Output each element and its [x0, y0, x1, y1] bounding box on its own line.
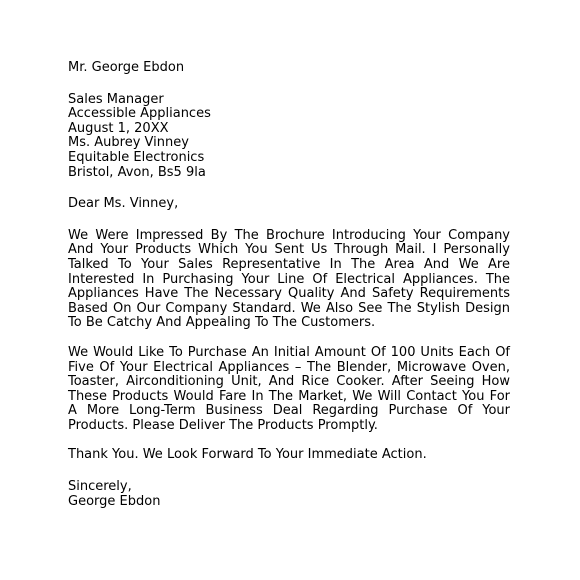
address-line-city: Bristol, Avon, Bs5 9la [68, 164, 206, 180]
address-line-recipient-company: Equitable Electronics [68, 149, 205, 165]
sender-name: Mr. George Ebdon [68, 60, 185, 75]
closing: Sincerely, [68, 479, 132, 495]
body-paragraph-1: We Were Impressed By The Brochure Introducing Your Company And Your Products Which You Sent Us Through Mail. I Personally Talked To Your Sales Representative In The Area And We Are Interested In Purchasing Your Line Of Electrical Appliances. The Appliances Have The Necessary Quality And Safety Requirements Based On Our Company Standard. We Also See The Stylish Design To Be Catchy And Appealing To The Customers. [68, 227, 510, 331]
address-block [68, 93, 512, 181]
address-line-recipient: Ms. Aubrey Vinney [68, 135, 189, 151]
thanks-line: Thank You. We Look Forward To Your Immediate Action. [68, 447, 427, 463]
address-line-date: August 1, 20XX [68, 120, 169, 136]
address-line-company: Accessible Appliances [68, 106, 211, 122]
signature-name: George Ebdon [68, 493, 161, 509]
salutation: Dear Ms. Vinney, [68, 196, 179, 212]
address-line-title: Sales Manager [68, 91, 164, 107]
body-paragraph-2: We Would Like To Purchase An Initial Amount Of 100 Units Each Of Five Of Your Electrical Appliances – The Blender, Microwave Oven, Toaster, Airconditioning Unit, And Rice Cooker. After Seeing How These Products Would Fare In The Market, We Will Contact You For A More Long-Term Business Deal Regarding Purchase Of Your Products. Please Deliver The Products Promptly. [68, 344, 510, 433]
